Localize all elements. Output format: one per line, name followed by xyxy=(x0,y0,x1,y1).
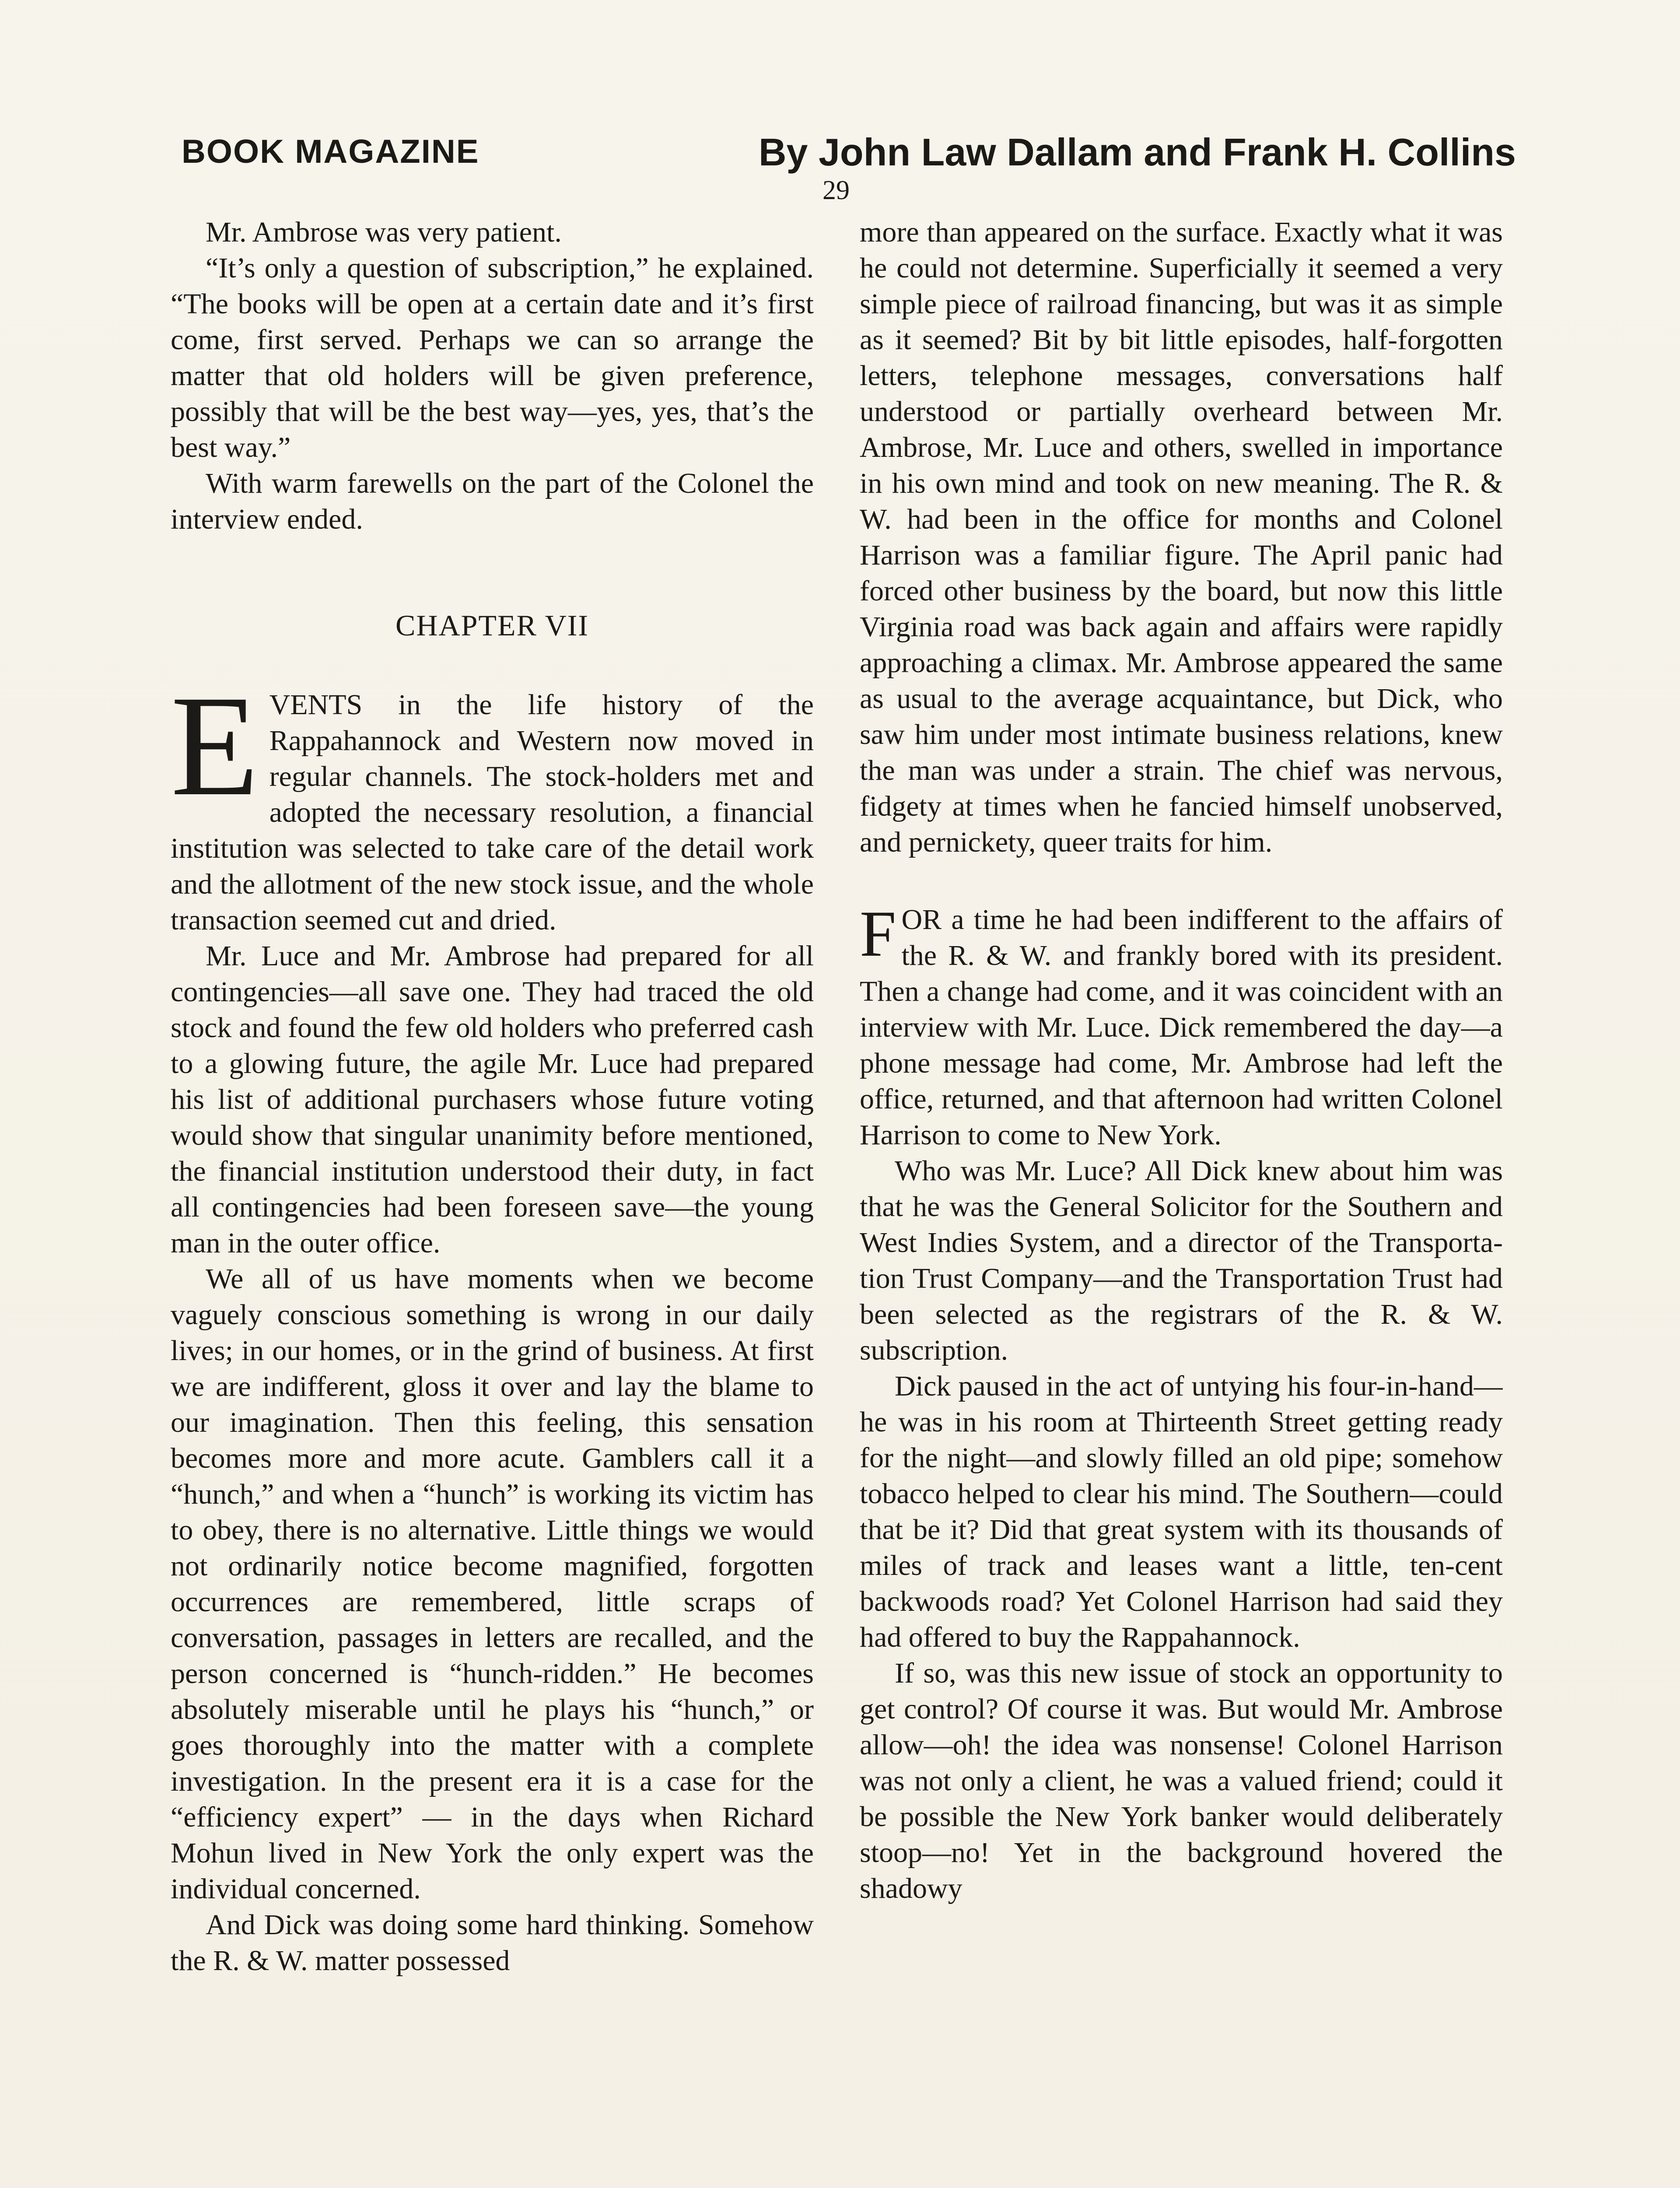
paragraph: Dick paused in the act of untying his four-in-hand—he was in his room at Thirteenth Street getting ready for the night—and slowly filled an old pipe; somehow tobacco helped to clear his mind. The Southern—could that be it? Did that great system with its thousands of miles of track and leases want a little, ten-cent backwoods road? Yet Colonel Harrison had said they had offered to buy the Rappahannock. xyxy=(860,1370,1503,1653)
right-column xyxy=(860,214,1503,2188)
chapter-opening-paragraph xyxy=(171,666,814,938)
drop-cap-initial: E xyxy=(171,666,259,826)
paragraph: Mr. Ambrose was very patient. xyxy=(206,216,562,248)
lead-in-text: OR xyxy=(901,904,942,936)
left-column xyxy=(171,214,814,2188)
paragraph: Who was Mr. Luce? All Dick knew about him was that he was the General Solicitor for the Southern and West Indies System, and a director of the Transportation Trust Company—and the Transportation Trust had been selected as the registrars of the R. & W. subscription. xyxy=(860,1155,1503,1366)
initial-letter: F xyxy=(860,898,896,970)
paragraph-body: a time he had been indifferent to the affairs of the R. & W. and frankly bored with its president. Then a change had come, and it was coincident with an interview with Mr. Luce. Dick remembered the day—a phone message had come, Mr. Ambrose had left the office, returned, and that afternoon had written Colonel Harrison to come to New York. xyxy=(860,904,1503,1151)
chapter-heading: CHAPTER VII xyxy=(396,609,589,642)
paragraph: And Dick was doing some hard thinking. Somehow the R. & W. matter possessed xyxy=(171,1909,814,1977)
page-number: 29 xyxy=(822,175,850,205)
paragraph: more than appeared on the surface. Exactly what it was he could not determine. Superficially it seemed a very simple piece of railroad financing, but was it as simple as it seemed? Bit by bit little episodes, half-forgotten letters, telephone messages, conversations half understood or partially overheard between Mr. Ambrose, Mr. Luce and others, swelled in importance in his own mind and took on new meaning. The R. & W. had been in the office for months and Colonel Harrison was a familiar figure. The April panic had forced other business by the board, but now this little Virginia road was back again and affairs were rapidly approaching a climax. Mr. Ambrose appeared the same as usual to the average acquaintance, but Dick, who saw him under most intimate business relations, knew the man was under a strain. The chief was nervous, fidgety at times when he fancied himself unobserved, and pernickety, queer traits for him. xyxy=(860,216,1503,858)
paragraph: If so, was this new issue of stock an opportunity to get control? Of course it was. But would Mr. Ambrose allow—oh! the idea was nonsense! Colonel Harrison was not only a client, he was a valued friend; could it be possible the New York banker would deliberately stoop—no! Yet in the background hovered the shadowy xyxy=(860,1657,1503,1904)
byline: By John Law Dallam and Frank H. Collins xyxy=(759,130,1516,174)
paragraph: Mr. Luce and Mr. Ambrose had prepared for all contingencies—all save one. They had traced the old stock and found the few old holders who preferred cash to a glowing future, the agile Mr. Luce had prepared his list of additional purchasers whose future voting would show that singular unanimity before mentioned, the financial institution understood their duty, in fact all contingencies had been foreseen save—the young man in the outer office. xyxy=(171,940,814,1259)
lead-in-text: VENTS xyxy=(269,689,363,721)
paragraph: “It’s only a question of subscription,” he explained. “The books will be open at a certain date and it’s first come, first served. Perhaps we can so arrange the matter that old holders will be given preference, possibly that will be the best way—yes, yes, that’s the best way.” xyxy=(171,252,814,463)
paragraph-body: in the life history of the Rappahannock and Western now moved in regular channels. The stock-holders met and adopted the necessary resolution, a financial institution was selected to take care of the detail work and the allotment of the new stock issue, and the whole transaction seemed cut and dried. xyxy=(171,689,814,936)
publication-title: BOOK MAGAZINE xyxy=(182,133,480,170)
paragraph: With warm farewells on the part of the Colonel the interview ended. xyxy=(171,467,814,535)
section-opening-paragraph xyxy=(860,898,1503,1153)
paragraph: We all of us have moments when we become vaguely conscious something is wrong in our daily lives; in our homes, or in the grind of business. At first we are indifferent, gloss it over and lay the blame to our imagination. Then this feeling, this sensation becomes more and more acute. Gamblers call it a “hunch,” and when a “hunch” is working its victim has to obey, there is no alternative. Little things we would not ordinarily notice become magnified, forgotten occurrences are remembered, little scraps of conversation, passages in letters are recalled, and the person concerned is “hunch-ridden.” He becomes absolutely miserable until he plays his “hunch,” or goes thoroughly into the matter with a complete investigation. In the present era it is a case for the “efficiency expert” — in the days when Richard Mohun lived in New York the only expert was the individual concerned. xyxy=(171,1263,814,1905)
